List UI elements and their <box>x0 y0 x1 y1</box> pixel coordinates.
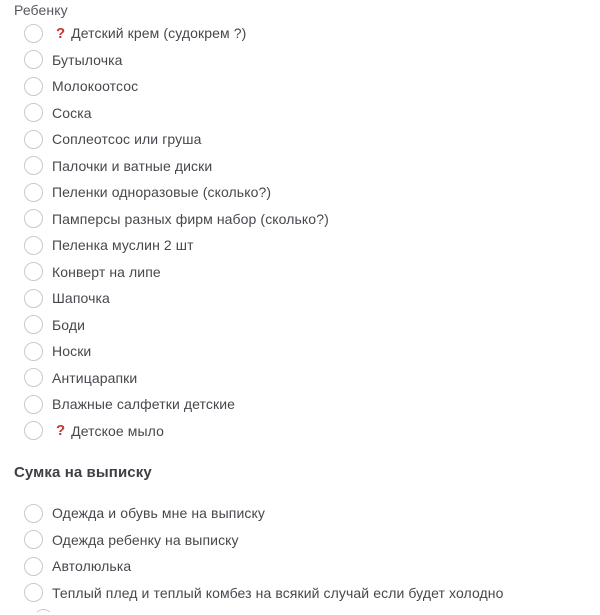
checkbox-circle-icon[interactable] <box>24 77 43 96</box>
section-title: Сумка на выписку <box>14 464 152 481</box>
item-label: Палочки и ватные диски <box>52 157 213 174</box>
item-label: Молокоотсос <box>52 78 139 95</box>
checkbox-circle-icon[interactable] <box>24 368 43 387</box>
checkbox-circle-icon[interactable] <box>24 262 43 281</box>
checkbox-circle-icon[interactable] <box>24 24 43 43</box>
checkbox-circle-icon[interactable] <box>24 209 43 228</box>
item-label: Пеленка муслин 2 шт <box>52 237 194 254</box>
checklist-item[interactable] <box>14 153 586 180</box>
checklist-item[interactable] <box>14 20 586 47</box>
checkbox-circle-icon[interactable] <box>24 130 43 149</box>
item-label: Носки <box>52 343 92 360</box>
checklist <box>14 20 586 444</box>
checkbox-circle-icon[interactable] <box>24 236 43 255</box>
checkbox-circle-icon[interactable] <box>24 103 43 122</box>
checkbox-circle-icon[interactable] <box>24 50 43 69</box>
item-label: Теплый плед и теплый комбез на всякий случай если будет холодно <box>52 584 504 601</box>
red-question-icon: ? <box>56 24 66 42</box>
checkbox-circle-icon[interactable] <box>34 609 53 612</box>
checkbox-circle-icon[interactable] <box>24 395 43 414</box>
checklist-item[interactable] <box>14 500 586 527</box>
item-label: Пеленки одноразовые (сколько?) <box>52 184 272 201</box>
checklist-item[interactable] <box>14 285 586 312</box>
item-label: Шапочка <box>52 290 110 307</box>
checklist-item[interactable] <box>14 232 586 259</box>
item-label: Детский крем (судокрем ?) <box>71 25 247 42</box>
checklist-item[interactable] <box>14 418 586 445</box>
checkbox-circle-icon[interactable] <box>24 583 43 602</box>
red-question-icon: ? <box>56 422 66 440</box>
checkbox-circle-icon[interactable] <box>24 342 43 361</box>
item-label: Одежда и обувь мне на выписку <box>52 505 265 522</box>
checkbox-circle-icon[interactable] <box>24 504 43 523</box>
checklist <box>14 500 586 606</box>
checklist-item[interactable] <box>14 365 586 392</box>
checklist-item[interactable] <box>14 73 586 100</box>
item-label: Соплеотсос или груша <box>52 131 202 148</box>
item-label: Боди <box>52 316 86 333</box>
section-title: Ребенку <box>14 2 68 18</box>
checkbox-circle-icon[interactable] <box>24 183 43 202</box>
checklist-item[interactable] <box>14 527 586 554</box>
item-label: Антицарапки <box>52 369 138 386</box>
item-label: Одежда ребенку на выписку <box>52 531 239 548</box>
checkbox-circle-icon[interactable] <box>24 421 43 440</box>
checklist-item[interactable] <box>14 338 586 365</box>
checklist-item[interactable] <box>14 553 586 580</box>
checkbox-circle-icon[interactable] <box>24 530 43 549</box>
checklist-item[interactable] <box>14 179 586 206</box>
checkbox-circle-icon[interactable] <box>24 156 43 175</box>
item-label: Памперсы разных фирм набор (сколько?) <box>52 210 329 227</box>
item-label: Влажные салфетки детские <box>52 396 236 413</box>
item-label: Бутылочка <box>52 51 123 68</box>
checklist-item[interactable] <box>14 259 586 286</box>
checklist-item[interactable] <box>14 391 586 418</box>
item-label: Соска <box>52 104 92 121</box>
checklist-item[interactable] <box>14 126 586 153</box>
checklist-item[interactable] <box>14 47 586 74</box>
checklist-item[interactable] <box>14 312 586 339</box>
checklist-item[interactable] <box>14 580 586 607</box>
checkbox-circle-icon[interactable] <box>24 557 43 576</box>
item-label: Автолюлька <box>52 558 132 575</box>
item-label: Конверт на липе <box>52 263 161 280</box>
checkbox-circle-icon[interactable] <box>24 289 43 308</box>
checklist-item[interactable] <box>14 100 586 127</box>
checkbox-circle-icon[interactable] <box>24 315 43 334</box>
item-label: Детское мыло <box>71 422 164 439</box>
checklist-item[interactable] <box>14 206 586 233</box>
